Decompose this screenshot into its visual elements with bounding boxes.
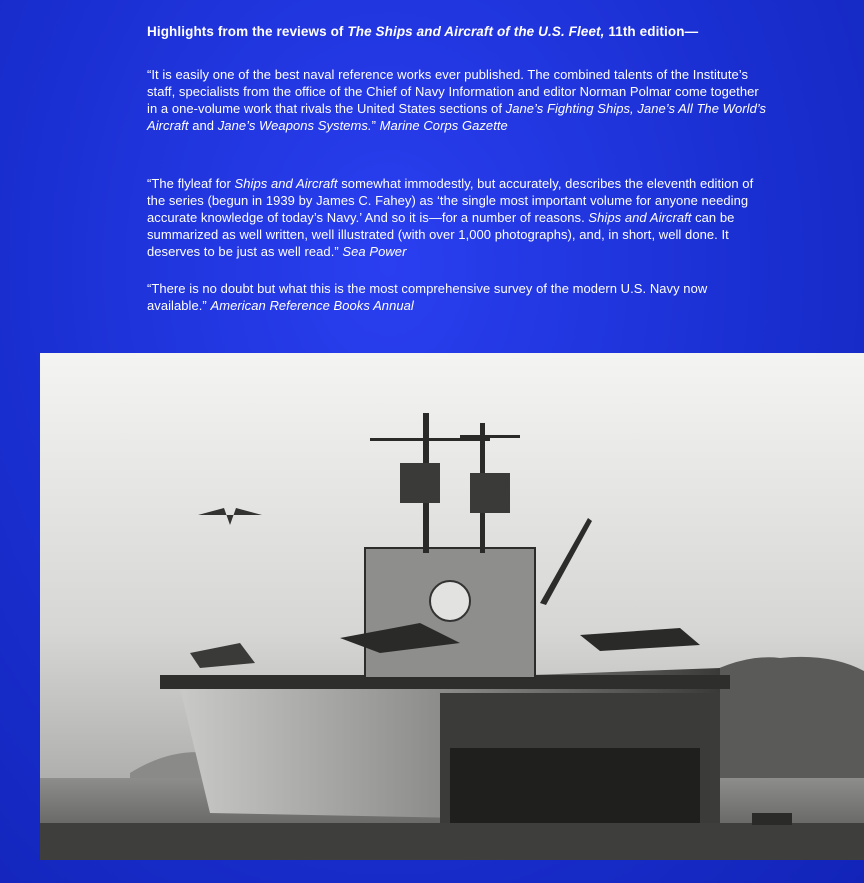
- heading-prefix: Highlights from the reviews of: [147, 24, 348, 39]
- review-italic-text: Ships and Aircraft: [234, 176, 338, 191]
- review-sea-power: [147, 175, 767, 260]
- review-italic-text: Marine Corps Gazette: [379, 118, 508, 133]
- heading-book-title: The Ships and Aircraft of the U.S. Fleet,: [347, 24, 605, 39]
- review-text: somewhat immodestly, but accurately, describes the eleventh edition of the series (begun in 1939 by James C. Fahey) as ‘the single most important volume for anyone needing accurate knowledge of today’s Navy.’ And so it is—for a number of reasons.: [147, 176, 754, 225]
- review-italic-text: Jane’s Weapons Systems.: [217, 118, 372, 133]
- review-text: “It is easily one of the best naval reference works ever published. The combined talents of the Institute’s staff, specialists from the office of the Chief of Navy Information and editor Norman Polmar come together in a one-volume work that rivals the United States sections of: [147, 67, 759, 116]
- heading-suffix: 11th edition—: [604, 24, 699, 39]
- review-text: and: [188, 118, 218, 133]
- review-italic-text: Sea Power: [342, 244, 407, 259]
- review-italic-text: American Reference Books Annual: [210, 298, 414, 313]
- reviews-heading: [147, 23, 847, 41]
- review-marine-corps-gazette: [147, 66, 767, 134]
- review-text: “There is no doubt but what this is the most comprehensive survey of the modern U.S. Navy now available.”: [147, 281, 708, 313]
- review-italic-text: Jane’s Fighting Ships, Jane’s All The World’s Aircraft: [147, 101, 767, 133]
- amphibious-assault-ship-illustration: [40, 353, 864, 860]
- review-text: ”: [371, 118, 380, 133]
- review-american-reference-books-annual: [147, 280, 767, 314]
- review-italic-text: Ships and Aircraft: [588, 210, 692, 225]
- ship-photograph: [40, 353, 864, 860]
- review-text: “The flyleaf for: [147, 176, 235, 191]
- review-text: can be summarized as well written, well illustrated (with over 1,000 photographs), and, in short, well done. It deserves to be just as well read.”: [147, 210, 735, 259]
